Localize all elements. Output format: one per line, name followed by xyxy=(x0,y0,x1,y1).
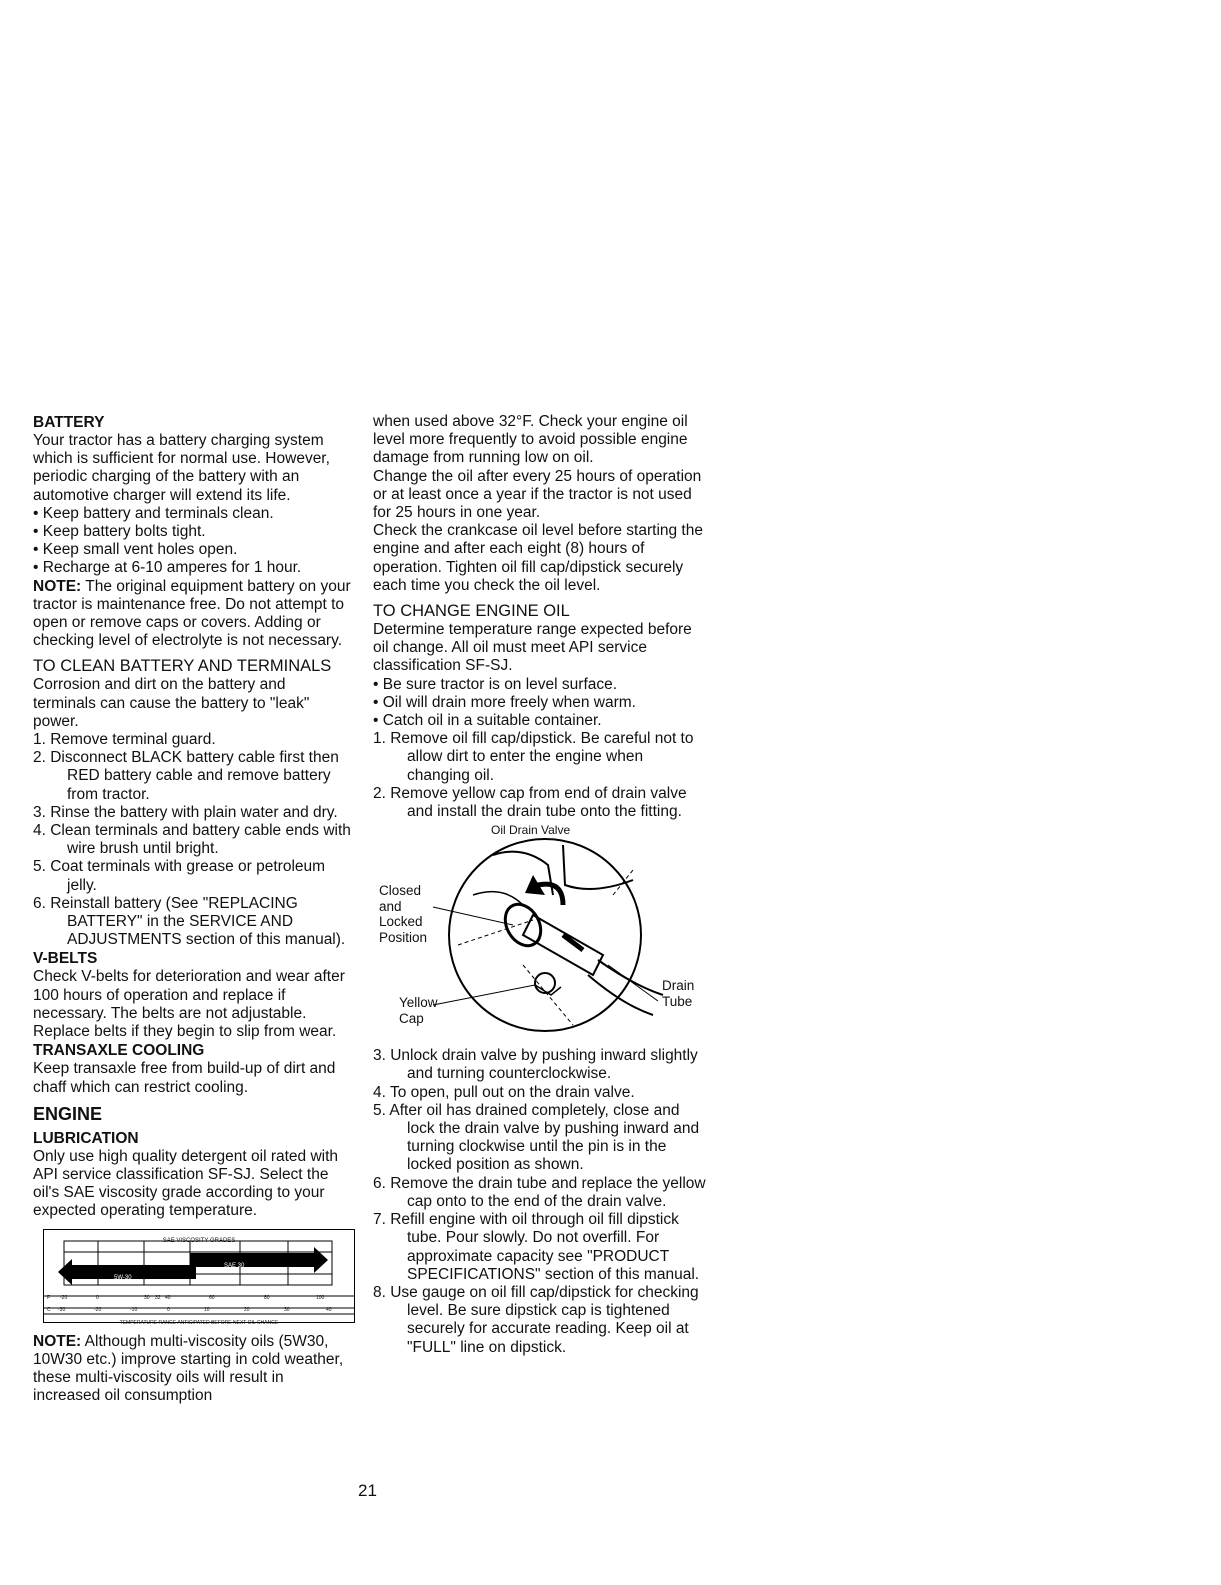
f-tick: 60 xyxy=(209,1294,215,1301)
vbelts-heading: V-BELTS xyxy=(33,950,98,968)
clean-step: 3. Rinse the battery with plain water and dry. xyxy=(33,803,338,821)
sae30-label: SAE 30 xyxy=(224,1262,245,1269)
change-step: 3. Unlock drain valve by pushing inward slightly and turning counterclockwise. xyxy=(373,1047,698,1083)
note-label: NOTE: xyxy=(33,1332,82,1350)
oil-change-interval: Change the oil after every 25 hours of operation or at least once a year if the tractor is not used for 25 hours in one year. xyxy=(373,467,702,522)
battery-heading: BATTERY xyxy=(33,414,105,431)
change-bullet: • Be sure tractor is on level surface. xyxy=(373,675,618,693)
clean-step: 5. Coat terminals with grease or petroleum jelly. xyxy=(33,858,326,894)
closed-locked-label: Closed and Locked Position xyxy=(379,883,428,945)
note-text: The original equipment battery on your tractor is maintenance free. Do not attempt to open or remove caps or covers. Adding or checking level of electrolyte is not necessary. xyxy=(33,577,351,650)
c-label: C xyxy=(47,1306,51,1313)
f-tick: 80 xyxy=(264,1294,270,1301)
f-tick: 30 xyxy=(144,1294,150,1301)
battery-bullet: • Keep battery and terminals clean. xyxy=(33,504,274,522)
note-label: NOTE: xyxy=(33,577,82,595)
transaxle-heading: TRANSAXLE COOLING xyxy=(33,1042,205,1060)
c-tick: -20 xyxy=(94,1306,102,1313)
change-oil-heading: TO CHANGE ENGINE OIL xyxy=(373,602,570,621)
f-tick: 40 xyxy=(165,1294,171,1301)
c-tick: -10 xyxy=(130,1306,138,1313)
battery-intro: Your tractor has a battery charging system which is sufficient for normal use. However, periodic charging of the battery with an automotive charger will extend its life. xyxy=(33,432,330,504)
f-tick: 32 xyxy=(155,1294,161,1301)
change-bullet: • Catch oil in a suitable container. xyxy=(373,712,602,730)
c-tick: 40 xyxy=(326,1306,332,1313)
change-step: 2. Remove yellow cap from end of drain valve and install the drain tube onto the fitting. xyxy=(373,784,687,821)
c-tick: 30 xyxy=(284,1306,290,1313)
lubrication-heading: LUBRICATION xyxy=(33,1129,139,1147)
battery-note xyxy=(33,578,351,651)
f-label: F xyxy=(47,1294,51,1301)
visc-title: SAE VISCOSITY GRADES xyxy=(162,1237,236,1244)
lubrication-text: Only use high quality detergent oil rated with API service classification SF-SJ. Select the oil's SAE viscosity grade according to your expected operating temperature. xyxy=(33,1147,339,1220)
change-bullet: • Oil will drain more freely when warm. xyxy=(373,693,636,711)
engine-heading: ENGINE xyxy=(33,1103,103,1124)
multivisc-note xyxy=(33,1333,351,1406)
battery-bullet: • Keep battery bolts tight. xyxy=(33,523,206,541)
change-step: 6. Remove the drain tube and replace the yellow cap onto to the end of the drain valve. xyxy=(373,1174,706,1210)
clean-step: 1. Remove terminal guard. xyxy=(33,731,216,749)
oil-continued-text: when used above 32°F. Check your engine oil level more frequently to avoid possible engine damage from running low on oil. xyxy=(373,413,688,467)
oil-check-text: Check the crankcase oil level before starting the engine and after each eight (8) hours of operation. Tighten oil fill cap/dipstick securely each time you check the oil level. xyxy=(373,522,703,594)
clean-step: 6. Reinstall battery (See "REPLACING BATTERY" in the SERVICE AND ADJUSTMENTS section of this manual). xyxy=(33,894,346,949)
c-tick: 0 xyxy=(167,1306,170,1313)
note-text: Although multi-viscosity oils (5W30, 10W30 etc.) improve starting in cold weather, these multi-viscosity oils will result in increased oil consumption xyxy=(33,1332,344,1405)
f-tick: -20 xyxy=(60,1294,68,1301)
c-tick: -30 xyxy=(58,1306,66,1313)
change-oil-intro: Determine temperature range expected before oil change. All oil must meet API service classification SF-SJ. xyxy=(373,621,692,675)
battery-bullet: • Recharge at 6-10 amperes for 1 hour. xyxy=(33,559,302,577)
visc-caption: TEMPERATURE RANGE ANTICIPATED BEFORE NEXT OIL CHANGE xyxy=(119,1319,279,1326)
clean-heading: TO CLEAN BATTERY AND TERMINALS xyxy=(33,657,332,676)
clean-step: 2. Disconnect BLACK battery cable first then RED battery cable and remove battery from tractor. xyxy=(33,749,339,803)
viscosity-chart xyxy=(43,1229,355,1326)
sae30-bar xyxy=(190,1253,314,1267)
yellow-cap-label: Yellow Cap xyxy=(399,995,438,1026)
change-step: 5. After oil has drained completely, close and lock the drain valve by pushing inward and turning clockwise until the pin is in the locked position as shown. xyxy=(373,1101,700,1174)
oil-drain-figure xyxy=(373,825,708,1047)
battery-bullet: • Keep small vent holes open. xyxy=(33,541,238,559)
transaxle-text: Keep transaxle free from build-up of dirt and chaff which can restrict cooling. xyxy=(33,1060,336,1096)
clean-intro: Corrosion and dirt on the battery and terminals can cause the battery to "leak" power. xyxy=(33,676,310,730)
f-tick: 100 xyxy=(316,1294,325,1301)
page-number: 21 xyxy=(358,1481,377,1500)
vbelts-text: Check V-belts for deterioration and wear after 100 hours of operation and replace if necessary. The belts are not adjustable. Replace belts if they begin to slip from wear. xyxy=(33,968,345,1041)
figure-title: Oil Drain Valve xyxy=(491,823,571,838)
change-step: 1. Remove oil fill cap/dipstick. Be careful not to allow dirt to enter the engine when changing oil. xyxy=(373,730,694,784)
change-step: 4. To open, pull out on the drain valve. xyxy=(373,1083,635,1101)
change-step: 8. Use gauge on oil fill cap/dipstick for checking level. Be sure dipstick cap is tightened securely for accurate reading. Keep oil at "FULL" line on dipstick. xyxy=(373,1283,699,1356)
c-tick: 10 xyxy=(204,1306,210,1313)
change-step: 7. Refill engine with oil through oil fill dipstick tube. Pour slowly. Do not overfill. For approximate capacity see "PRODUCT SPECIFICATIONS" section of this manual. xyxy=(373,1211,700,1283)
clean-step: 4. Clean terminals and battery cable ends with wire brush until bright. xyxy=(33,822,351,858)
left-column xyxy=(33,413,351,1405)
c-tick: 20 xyxy=(244,1306,250,1313)
5w30-bar xyxy=(72,1265,196,1279)
f-tick: 0 xyxy=(96,1294,99,1301)
5w30-label: 5W-30 xyxy=(114,1274,132,1281)
right-column xyxy=(373,413,708,1357)
drain-tube-label: Drain Tube xyxy=(662,978,695,1009)
